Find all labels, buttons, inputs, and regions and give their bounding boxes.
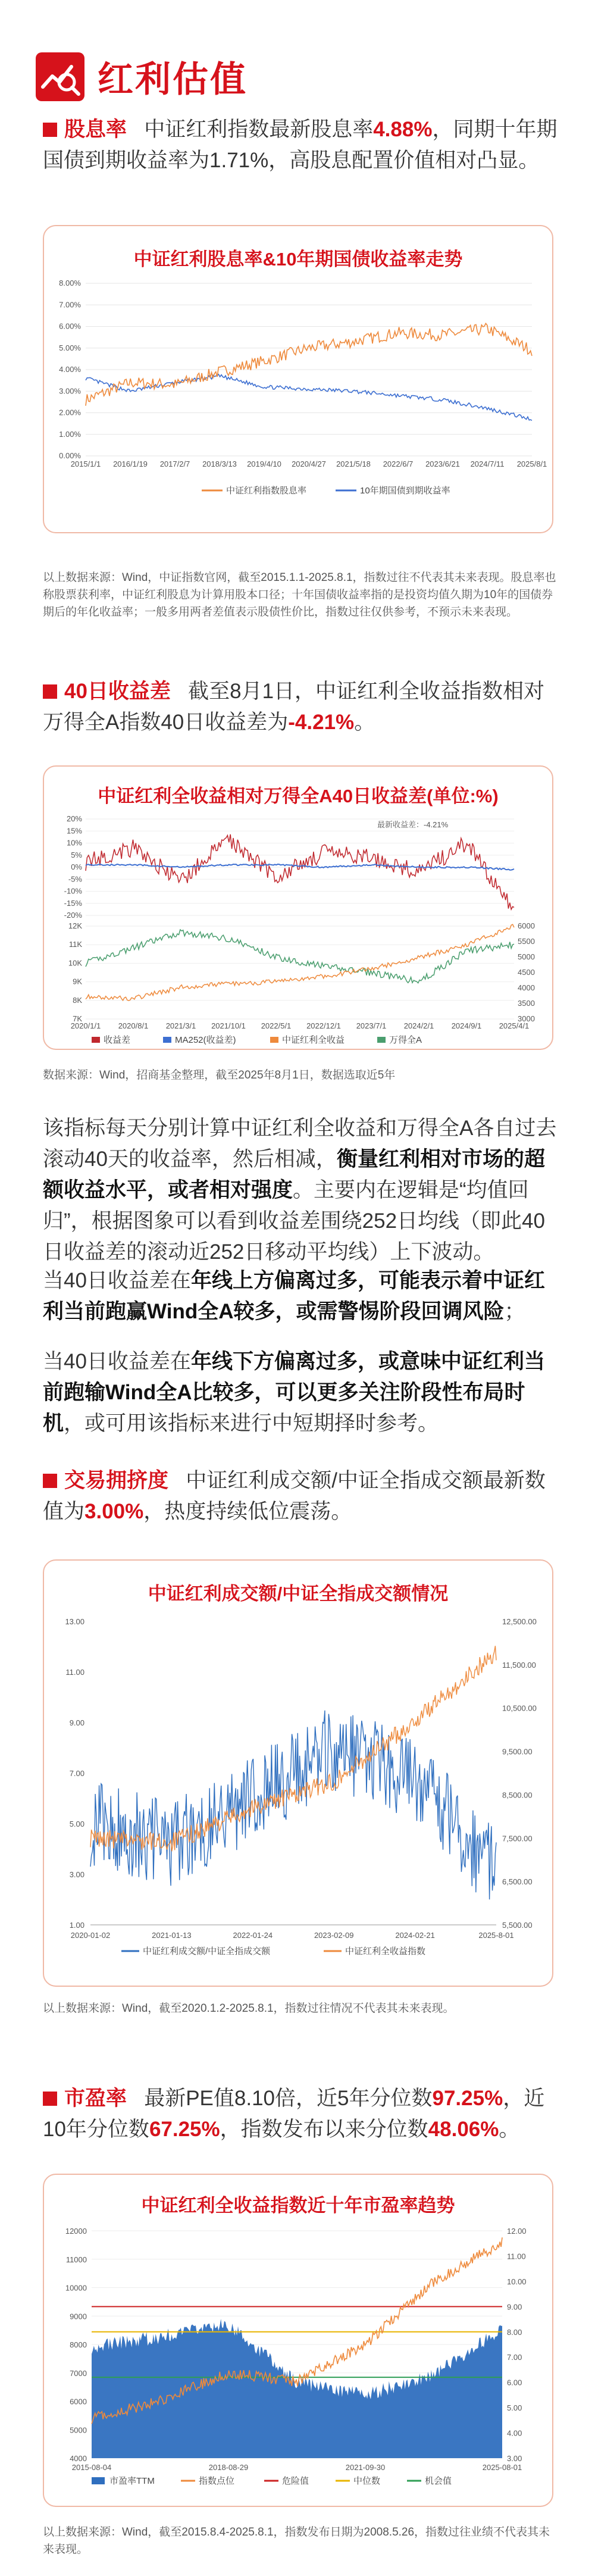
bullet-square-icon — [43, 684, 57, 699]
y-tick-label: 3.00% — [59, 386, 81, 396]
legend-label: 中证红利成交额/中证全指成交额 — [143, 1946, 271, 1956]
x-tick-label: 2020/1/1 — [70, 1021, 101, 1030]
y-tick-label-right: 10.00 — [507, 2277, 527, 2286]
y-tick-label: 15% — [66, 826, 82, 836]
x-tick-label: 2024/9/1 — [451, 1021, 482, 1030]
chart-pe-trend — [44, 2220, 552, 2506]
legend-label: 收益差 — [104, 1035, 131, 1045]
x-tick-label: 2021/3/1 — [165, 1021, 196, 1030]
x-tick-label: 2022/5/1 — [261, 1021, 292, 1030]
pe-5y-percentile: 97.25% — [432, 2087, 503, 2110]
chart-title: 中证红利全收益相对万得全A40日收益差(单位:%) — [98, 786, 499, 806]
legend-label: 中证红利全收益 — [282, 1035, 345, 1045]
y-tick-label: 4000 — [70, 2454, 87, 2463]
bullet-square-icon — [43, 2092, 57, 2106]
y-tick-label-right: 7.00 — [507, 2353, 522, 2362]
series-line-excess — [86, 834, 514, 909]
y-tick-label: 9000 — [70, 2312, 87, 2321]
excess-text1: 截至8月1日，中证红利全收益指数相对万得全A指数40日收益差为 — [43, 680, 545, 734]
excess-label: 40日收益差 — [64, 680, 171, 703]
y-tick-label: 5.00% — [59, 343, 81, 352]
y-tick-label: 11000 — [65, 2255, 87, 2264]
explain-emphasis: 年线上方偏离过多，可能表示着中证红利当前跑赢Wind全A较多，或需警惕阶段回调风险 — [43, 1269, 545, 1323]
x-tick-label: 2022/12/1 — [306, 1021, 341, 1030]
y-tick-label: 10% — [66, 838, 82, 848]
x-tick-label: 2020/4/27 — [292, 459, 326, 468]
chart-card-pe — [43, 2174, 553, 2507]
x-tick-label: 2022/6/7 — [383, 459, 414, 468]
page-title: 红利估值 — [98, 60, 248, 99]
chart-dividend-yield — [44, 276, 552, 532]
y-tick-label: 10K — [68, 958, 82, 968]
turnover-summary — [43, 1465, 560, 1527]
explain-text: 。主要内在逻辑是“均值回归”，根据图象可以看到收益差围绕252日均线（即此40日收益差的滚动近252日移动平均线）上下波动。 — [43, 1178, 545, 1264]
source-note-3: 以上数据来源：Wind，截至2020.1.2-2025.8.1，指数过往情况不代表其未来表现。 — [43, 2002, 455, 2015]
y-tick-label: 1.00 — [69, 1921, 84, 1930]
y-tick-label-right: 3.00 — [507, 2454, 522, 2463]
x-tick-label: 2021-09-30 — [345, 2463, 386, 2472]
chart-title: 中证红利股息率&10年期国债收益率走势 — [133, 249, 463, 270]
pe-text: ，指数发布以来分位数 — [220, 2118, 428, 2141]
y-tick-label-right: 9,500.00 — [502, 1747, 533, 1756]
turnover-text1: 中证红利成交额/中证全指成交额最新数值为 — [43, 1469, 546, 1523]
legend-label: 10年期国债到期收益率 — [360, 486, 450, 496]
explain-para-1 — [43, 1113, 560, 1268]
y-tick-label-right: 5,500.00 — [502, 1921, 533, 1930]
y-tick-label-right: 6000 — [518, 921, 535, 930]
x-tick-label: 2023/6/21 — [425, 459, 460, 468]
x-tick-label: 2018/3/13 — [202, 459, 237, 468]
legend-label: 中证红利指数股息率 — [226, 486, 307, 496]
y-tick-label: -20% — [64, 911, 82, 920]
y-tick-label: 11K — [68, 940, 82, 949]
pe-text: 最新PE值8.10倍，近5年分位数 — [144, 2087, 433, 2110]
legend-swatch — [377, 1037, 386, 1043]
bullet-square-icon — [43, 1474, 57, 1488]
y-tick-label: 11.00 — [65, 1668, 84, 1677]
dividend-text1: 中证红利指数最新股息率 — [144, 118, 374, 141]
y-tick-label: 0% — [71, 862, 82, 871]
y-tick-label: 7.00% — [59, 300, 81, 310]
legend-label: 市盈率TTM — [109, 2476, 155, 2486]
x-tick-label: 2023-02-09 — [314, 1931, 354, 1940]
section-header — [36, 51, 248, 102]
y-tick-label-right: 8,500.00 — [502, 1790, 533, 1800]
y-tick-label: -15% — [64, 898, 82, 908]
y-tick-label-right: 8.00 — [507, 2327, 522, 2337]
y-tick-label: -10% — [64, 886, 82, 896]
x-tick-label: 2020/8/1 — [118, 1021, 149, 1030]
legend-label: MA252(收益差) — [175, 1035, 236, 1045]
x-tick-label: 2018-08-29 — [208, 2463, 249, 2472]
legend-swatch — [92, 1037, 100, 1043]
pe-10y-percentile: 67.25% — [149, 2118, 220, 2141]
y-tick-label: 7.00 — [69, 1769, 84, 1778]
y-tick-label-right: 6,500.00 — [502, 1877, 533, 1887]
annotation-label: 最新收益差：-4.21% — [377, 820, 449, 829]
legend-swatch — [270, 1037, 278, 1043]
source-note-1: 以上数据来源：Wind，中证指数官网，截至2015.1.1-2025.8.1，指数过往不代表其未来表现。股息率也称股票获利率，中证红利股息为计算用股本口径；十年国债收益率指的是投资均值久期为10年的国债券期后的年化收益率；一般多用两者差值表示股债性价比，指数过往仅供参考，不预示未来表现。 — [43, 571, 556, 618]
x-tick-label: 2019/4/10 — [247, 459, 281, 468]
dividend-value: 4.88% — [373, 118, 433, 141]
chart-turnover-ratio — [44, 1609, 552, 1984]
dividend-summary — [43, 114, 560, 176]
x-tick-label: 2021/10/1 — [211, 1021, 246, 1030]
y-tick-label: 5.00 — [69, 1820, 84, 1828]
y-tick-label: 5000 — [70, 2425, 87, 2435]
explain-para-2 — [43, 1265, 560, 1327]
y-tick-label: 12K — [68, 921, 82, 930]
y-tick-label-right: 12,500.00 — [502, 1617, 537, 1626]
x-tick-label: 2023/7/1 — [356, 1021, 387, 1030]
x-tick-label: 2021/5/18 — [336, 459, 371, 468]
y-tick-label: 6000 — [70, 2397, 87, 2406]
y-tick-label: 7K — [73, 1014, 82, 1023]
x-tick-label: 2025/4/1 — [499, 1021, 530, 1030]
dividend-text2: ，同期十年期国债到期收益率为1.71%，高股息配置价值相对凸显。 — [43, 118, 558, 172]
series-line-wind-a — [86, 930, 514, 983]
y-tick-label-right: 4.00 — [507, 2428, 522, 2438]
chart-excess-return — [44, 809, 552, 1048]
series-line-turnover-ratio — [90, 1711, 496, 1900]
legend-label: 机会值 — [425, 2476, 452, 2486]
x-tick-label: 2015-08-04 — [71, 2463, 112, 2472]
y-tick-label-right: 3000 — [518, 1014, 535, 1023]
source-note-4: 以上数据来源：Wind，截至2015.8.4-2025.8.1，指数发布日期为2008.5.26，指数过往业绩不代表其未来表现。 — [43, 2526, 550, 2556]
y-tick-label-right: 5000 — [518, 952, 535, 961]
legend-label: 万得全A — [389, 1035, 422, 1045]
y-tick-label: 8.00% — [59, 279, 81, 287]
chart-title: 中证红利全收益指数近十年市盈率趋势 — [141, 2195, 455, 2216]
source-note-2: 数据来源：Wind，招商基金整理，截至2025年8月1日，数据选取近5年 — [43, 1069, 396, 1081]
explain-text: 该指标每天分别计算中证红利全收益和万得全A各自过去滚动40天的收益率，然后相减， — [43, 1117, 557, 1171]
turnover-label: 交易拥挤度 — [64, 1469, 169, 1492]
y-tick-label-right: 3500 — [518, 999, 535, 1008]
legend-swatch — [163, 1037, 171, 1043]
x-tick-label: 2024/7/11 — [470, 459, 505, 468]
dividend-label: 股息率 — [64, 118, 127, 141]
x-tick-label: 2024/2/1 — [403, 1021, 434, 1030]
explain-text: ，或可用该指标来进行中短期择时参考。 — [64, 1412, 439, 1435]
chart-card-dividend — [43, 225, 553, 533]
y-tick-label-right: 6.00 — [507, 2378, 522, 2387]
explain-text: 当40日收益差在 — [43, 1269, 191, 1292]
chart-title: 中证红利成交额/中证全指成交额情况 — [148, 1583, 449, 1604]
legend-swatch — [92, 2477, 105, 2484]
x-tick-label: 2020-01-02 — [70, 1931, 111, 1940]
legend-label: 危险值 — [282, 2476, 309, 2486]
y-tick-label-right: 4500 — [518, 968, 535, 977]
x-tick-label: 2025/8/1 — [516, 459, 547, 468]
y-tick-label: 10000 — [65, 2283, 87, 2293]
x-tick-label: 2025-08-01 — [482, 2463, 522, 2472]
chart-magnifier-icon — [36, 52, 84, 101]
pe-label: 市盈率 — [64, 2087, 127, 2110]
y-tick-label: 9K — [73, 977, 82, 986]
x-tick-label: 2025-8-01 — [478, 1931, 514, 1940]
pe-all-percentile: 48.06% — [428, 2118, 499, 2141]
pe-text: 。 — [499, 2118, 520, 2141]
excess-summary — [43, 676, 560, 738]
explain-emphasis: 衡量红利相对市场的超额收益水平，或者相对强度 — [43, 1148, 545, 1202]
explain-text: ； — [504, 1300, 525, 1323]
y-tick-label-right: 10,500.00 — [502, 1703, 537, 1713]
series-area-pe-ttm — [92, 2319, 502, 2458]
y-tick-label: 12000 — [65, 2227, 87, 2236]
y-tick-label-right: 7,500.00 — [502, 1834, 533, 1843]
x-tick-label: 2016/1/19 — [113, 459, 148, 468]
y-tick-label: 8K — [73, 995, 82, 1005]
explain-text: 当40日收益差在 — [43, 1350, 191, 1373]
turnover-value: 3.00% — [84, 1500, 144, 1523]
excess-text2: 。 — [354, 711, 375, 734]
chart-card-excess — [43, 765, 553, 1050]
x-tick-label: 2024-02-21 — [395, 1931, 435, 1940]
y-tick-label-right: 9.00 — [507, 2302, 522, 2312]
y-tick-label-right: 11,500.00 — [502, 1660, 536, 1670]
y-tick-label: 7000 — [70, 2368, 87, 2378]
turnover-text2: ，热度持续低位震荡。 — [143, 1500, 352, 1523]
series-line-dividend-yield — [86, 323, 532, 405]
pe-text: ，近10年分位数 — [43, 2087, 545, 2141]
y-tick-label-right: 4000 — [518, 983, 535, 992]
y-tick-label: 8000 — [70, 2340, 87, 2349]
y-tick-label: 5% — [71, 850, 82, 859]
explain-emphasis: 年线下方偏离过多，或意味中证红利当前跑输Wind全A比较多，可以更多关注阶段性布局时机 — [43, 1350, 545, 1435]
y-tick-label: 3.00 — [69, 1870, 84, 1879]
x-tick-label: 2015/1/1 — [70, 459, 101, 468]
series-line-dividend-total-return — [86, 924, 514, 1001]
x-tick-label: 2022-01-24 — [233, 1931, 273, 1940]
legend-label: 中证红利全收益指数 — [345, 1946, 426, 1956]
y-tick-label-right: 5500 — [518, 937, 535, 946]
pe-summary — [43, 2083, 560, 2145]
y-tick-label: 1.00% — [59, 429, 81, 439]
y-tick-label: -5% — [68, 874, 82, 884]
legend-label: 中位数 — [353, 2476, 381, 2486]
y-tick-label: 20% — [66, 814, 82, 823]
excess-value: -4.21% — [288, 711, 355, 734]
y-tick-label: 6.00% — [59, 321, 81, 331]
y-tick-label: 9.00 — [69, 1718, 84, 1727]
y-tick-label-right: 12.00 — [507, 2227, 527, 2236]
legend-label: 指数点位 — [199, 2476, 235, 2486]
bullet-square-icon — [43, 123, 57, 137]
y-tick-label: 4.00% — [59, 365, 81, 374]
chart-card-turnover — [43, 1559, 553, 1987]
explain-para-3 — [43, 1346, 560, 1439]
y-tick-label-right: 11.00 — [507, 2252, 526, 2261]
x-tick-label: 2017/2/7 — [159, 459, 190, 468]
y-tick-label: 2.00% — [59, 408, 81, 417]
y-tick-label: 13.00 — [65, 1617, 84, 1626]
y-tick-label-right: 5.00 — [507, 2403, 522, 2413]
x-tick-label: 2021-01-13 — [152, 1931, 192, 1940]
y-tick-label: 0.00% — [59, 451, 81, 460]
